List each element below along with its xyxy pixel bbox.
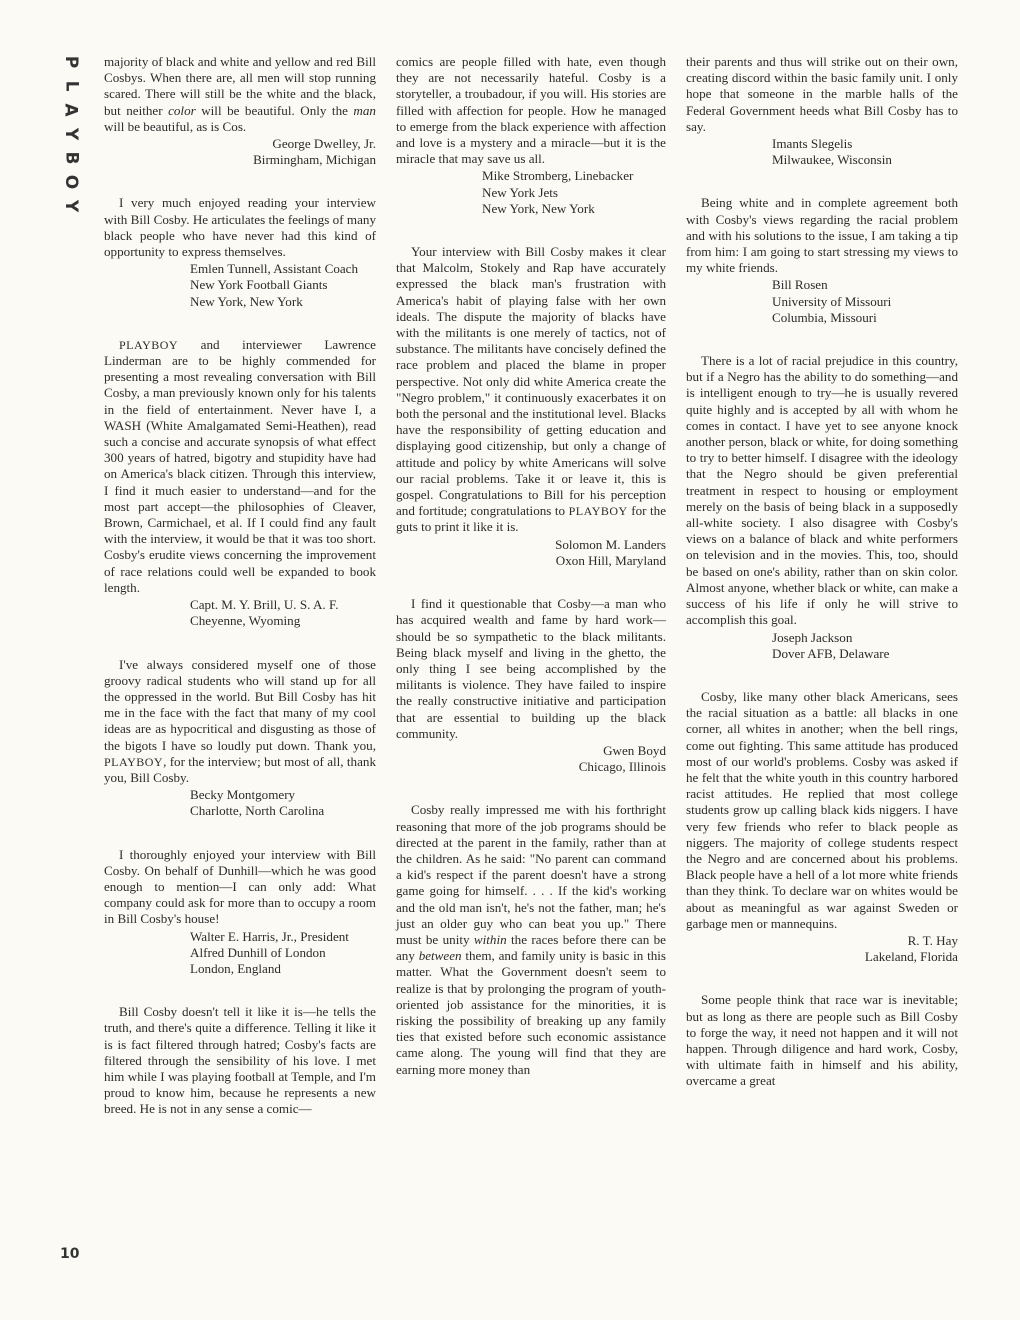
letter [104,1004,376,1117]
letter-body [104,657,376,787]
magazine-name-inline: PLAYBOY [119,337,179,352]
letters-column-2 [396,54,666,1105]
signature-affiliation: Birmingham, Michigan [253,152,376,168]
signature-name: Imants Slegelis [772,136,853,152]
signature-affiliation: London, England [190,960,281,976]
letter-signature [104,597,376,629]
letter-body: their parents and thus will strike out on their own, creating discord within the basic family unit. I only hope that someone in the marble halls of the Federal Government heeds what Bill Cosby has to say. [686,54,958,134]
signature-name: George Dwelley, Jr. [272,136,376,152]
letter-body: Being white and in complete agreement both with Cosby's views regarding the racial problem and with his solutions to the issue, I am taking a tip from him: I am going to start stressing my views to my white friends. [686,195,958,276]
signature-name: Joseph Jackson [772,629,853,645]
signature-affiliation: Cheyenne, Wyoming [190,613,301,629]
signature-name: Mike Stromberg, Linebacker [482,168,634,184]
letter-text: Your interview with Bill Cosby makes it clear that Malcolm, Stokely and Rap have accurately expressed the black man's frustration with America's habit of playing false with her own ideals. The dispute the majority of blacks have with the militants is one merely of tactics, not of substance. The militants have concisely defined the race problem and placed the blame in proper perspective. Not only did white America create the "Negro problem," it continuously exacerbates it on both the personal and the institutional level. Blacks have the responsibility of getting education and displaying good citizenship, but only a change of attitude and policy by white Americans will solve our racial problems. Take it or leave it, this is gospel. Congratulations to Bill for his perception and fortitude; congratulations to [396,244,666,519]
letter [396,54,666,217]
letter-body: Cosby, like many other black Americans, sees the racial situation as a battle: all blacks in one corner, all whites in another; when the bell rings, come out fighting. This same attitude has produced most of our world's problems. Cosby was asked if he felt that the white youth in this country harbored racist attitudes. He replied that most college students grow up calling black kids niggers. I have very few friends who refer to black people as niggers. The majority of college students respect the Negro and are concerned about his problems. Black people have a hell of a lot more white friends than they think. To declare war on whites would be about as meaningful as war against Sweden or garbage men or mannequins. [686,688,958,931]
letter [686,195,958,326]
letter [686,992,958,1089]
letter-signature [686,277,958,326]
letter-signature [396,743,666,775]
signature-affiliation: Milwaukee, Wisconsin [772,152,892,168]
letter-signature [104,136,376,168]
letter-body: comics are people filled with hate, even though they are not necessarily hateful. Cosby is a storyteller, a troubadour, if you will. His stories are filled with affection for people. How he managed to emerge from the black experience with affection and love is a mystery and a miracle—but it is the miracle that may save us all. [396,54,666,167]
letter-signature [686,933,958,965]
letter-signature [686,630,958,662]
magazine-letter: Y [61,127,81,141]
letter-body: I thoroughly enjoyed your interview with Bill Cosby. On behalf of Dunhill—which he was good enough to mention—I can only add: What company could ask for more than to occupy a room in Bill Cosby's house! [104,846,376,927]
signature-name: Capt. M. Y. Brill, U. S. A. F. [190,597,339,613]
signature-name: Emlen Tunnell, Assistant Coach [190,261,359,277]
letter [396,596,666,775]
letter-signature [104,787,376,819]
letter [104,54,376,168]
letter [104,847,376,978]
letter-body: There is a lot of racial prejudice in this country, but if a Negro has the ability to do something—and is intelligent enough to try—he is usually revered quite highly and is accepted by all with whom he comes in contact. I have yet to see anyone knock another person, black or white, for doing something to try to better himself. I disagree with the ideology that the Negro should be given preferential treatment in respect to housing or employment merely on the basis of being black in a supposedly all-white society. I also disagree with Cosby's views on a balance of black and white performers on television and in the movies. This, too, should be based on one's ability, rather than on skin color. Almost anyone, whether black or white, can make a success of his life if only he will strive to accomplish this goal. [686,353,958,628]
letters-column-1 [104,54,376,1145]
letter-signature [104,929,376,978]
magazine-letter: L [61,80,81,92]
letter-body: I find it questionable that Cosby—a man who has acquired wealth and fame by hard work—should be so sympathetic to the black militants. Being black myself and living in the ghetto, the only thing I see being accomplished by the militants is violence. They have failed to inspire the really constructive initiative and participation that are essential to building up the black community. [396,596,666,741]
signature-affiliation: Chicago, Illinois [578,759,666,775]
signature-name: Becky Montgomery [190,787,296,803]
signature-name: Gwen Boyd [603,742,666,758]
signature-affiliation: New York Football Giants [190,277,328,293]
letter-text: and interviewer Lawrence Linderman are to be highly commended for presenting a most revealing conversation with Bill Cosby, a man previously known only for his talents in the field of entertainment. Never have I, a WASH (White Amalgamated Semi-Heathen), read such a concise and accurate synopsis of what effect 300 years of hatred, bigotry and stupidity have had on America's black citizen. Through this interview, I find it much easier to understand—and for the most part accept—the philosophies of Cleaver, Brown, Carmichael, et al. If I could find any fault with the interview, it would be that it was too short. Cosby's erudite views concerning the improvement of race relations could well be expanded to book length. [104,336,376,595]
magazine-letter: A [60,103,81,117]
letter-text: I've always considered myself one of those groovy radical students who will stand up for all the oppressed in the world. But Bill Cosby has hit me in the face with the fact that many of my cool ideas are as hypocritical and disgusting as those of the bigots I have so loudly put down. Thank you, [104,656,376,753]
signature-name: Solomon M. Landers [555,536,666,552]
letter [686,689,958,965]
signature-affiliation: New York, New York [482,200,595,216]
letter-body: Some people think that race war is inevitable; but as long as there are people such as Bill Cosby to forge the way, it need not happen and it will not happen. Through diligence and hard work, Cosby, with ultimate faith in himself and his ability, overcame a great [686,992,958,1089]
letter [104,195,376,309]
letter-body: I very much enjoyed reading your interview with Bill Cosby. He articulates the feelings of many black people who have never had this kind of opportunity to express themselves. [104,195,376,260]
signature-affiliation: University of Missouri [772,293,892,309]
letter [104,337,376,630]
letter-signature [396,537,666,569]
letters-column-3 [686,54,958,1117]
signature-affiliation: Alfred Dunhill of London [190,944,326,960]
signature-name: Walter E. Harris, Jr., President [190,928,349,944]
magazine-name-inline: PLAYBOY [568,504,628,519]
magazine-letter: Y [61,199,81,213]
letter [396,244,666,569]
signature-affiliation: New York Jets [482,184,559,200]
signature-name: R. T. Hay [907,932,958,948]
letter-body: majority of black and white and yellow and red Bill Cosbys. When there are, all men will stop running scared. There will still be the white and the black, but neither color will be beautiful. Only the man will be beautiful, as is Cos. [104,54,376,134]
letter-body [104,337,376,596]
signature-affiliation: Columbia, Missouri [772,309,877,325]
signature-affiliation: New York, New York [190,293,303,309]
letter [686,353,958,662]
magazine-letter: O [60,174,81,190]
letter-text: , for the interview; but most of all, thank you, Bill Cosby. [104,753,376,785]
letter [396,802,666,1077]
magazine-name-inline: PLAYBOY [104,754,164,769]
emphasis: man [353,102,376,118]
letter-signature [396,168,666,217]
signature-affiliation: Charlotte, North Carolina [190,803,325,819]
letter-signature [686,136,958,168]
letter-signature [104,261,376,310]
emphasis: within [473,931,507,947]
signature-affiliation: Dover AFB, Delaware [772,645,890,661]
letter-body [396,244,666,536]
magazine-letter: P [61,55,81,69]
letter-text: for the guts to print it like it is. [396,503,667,535]
magazine-letter: B [61,151,81,165]
letter-body: Cosby really impressed me with his forthright reasoning that more of the job programs should be directed at the parent in the family, rather than at the children. As he said: "No parent can command a kid's respect if the parent doesn't have a strong game going for himself. . . . If the kid's working and the old man isn't, he's not the father, man; he's just an older guy who can beat you up." There must be unity within the races before there can be any between them, and family unity is basic in this matter. What the Government doesn't seem to realize is that by prolonging the program of youth-oriented job assistance for the minorities, it is risking the possibility of breaking up any family ties that existed before such economic assistance came along. The young will find that they are earning more money than [396,802,666,1077]
signature-affiliation: Lakeland, Florida [864,949,958,965]
letter [104,657,376,820]
letter [686,54,958,168]
magazine-name-vertical [58,50,84,218]
emphasis: between [418,948,462,964]
signature-name: Bill Rosen [772,277,828,293]
signature-affiliation: Oxon Hill, Maryland [555,552,666,568]
page-number: 10 [60,1246,80,1262]
emphasis: color [168,102,196,118]
letter-body: Bill Cosby doesn't tell it like it is—he tells the truth, and there's quite a difference. Telling it like it is is fact filtered through hatred; Cosby's facts are filtered through the sensibility of his love. I met him while I was playing football at Temple, and I'm proud to know him, because he represents a new breed. He is not in any sense a comic— [104,1004,376,1117]
